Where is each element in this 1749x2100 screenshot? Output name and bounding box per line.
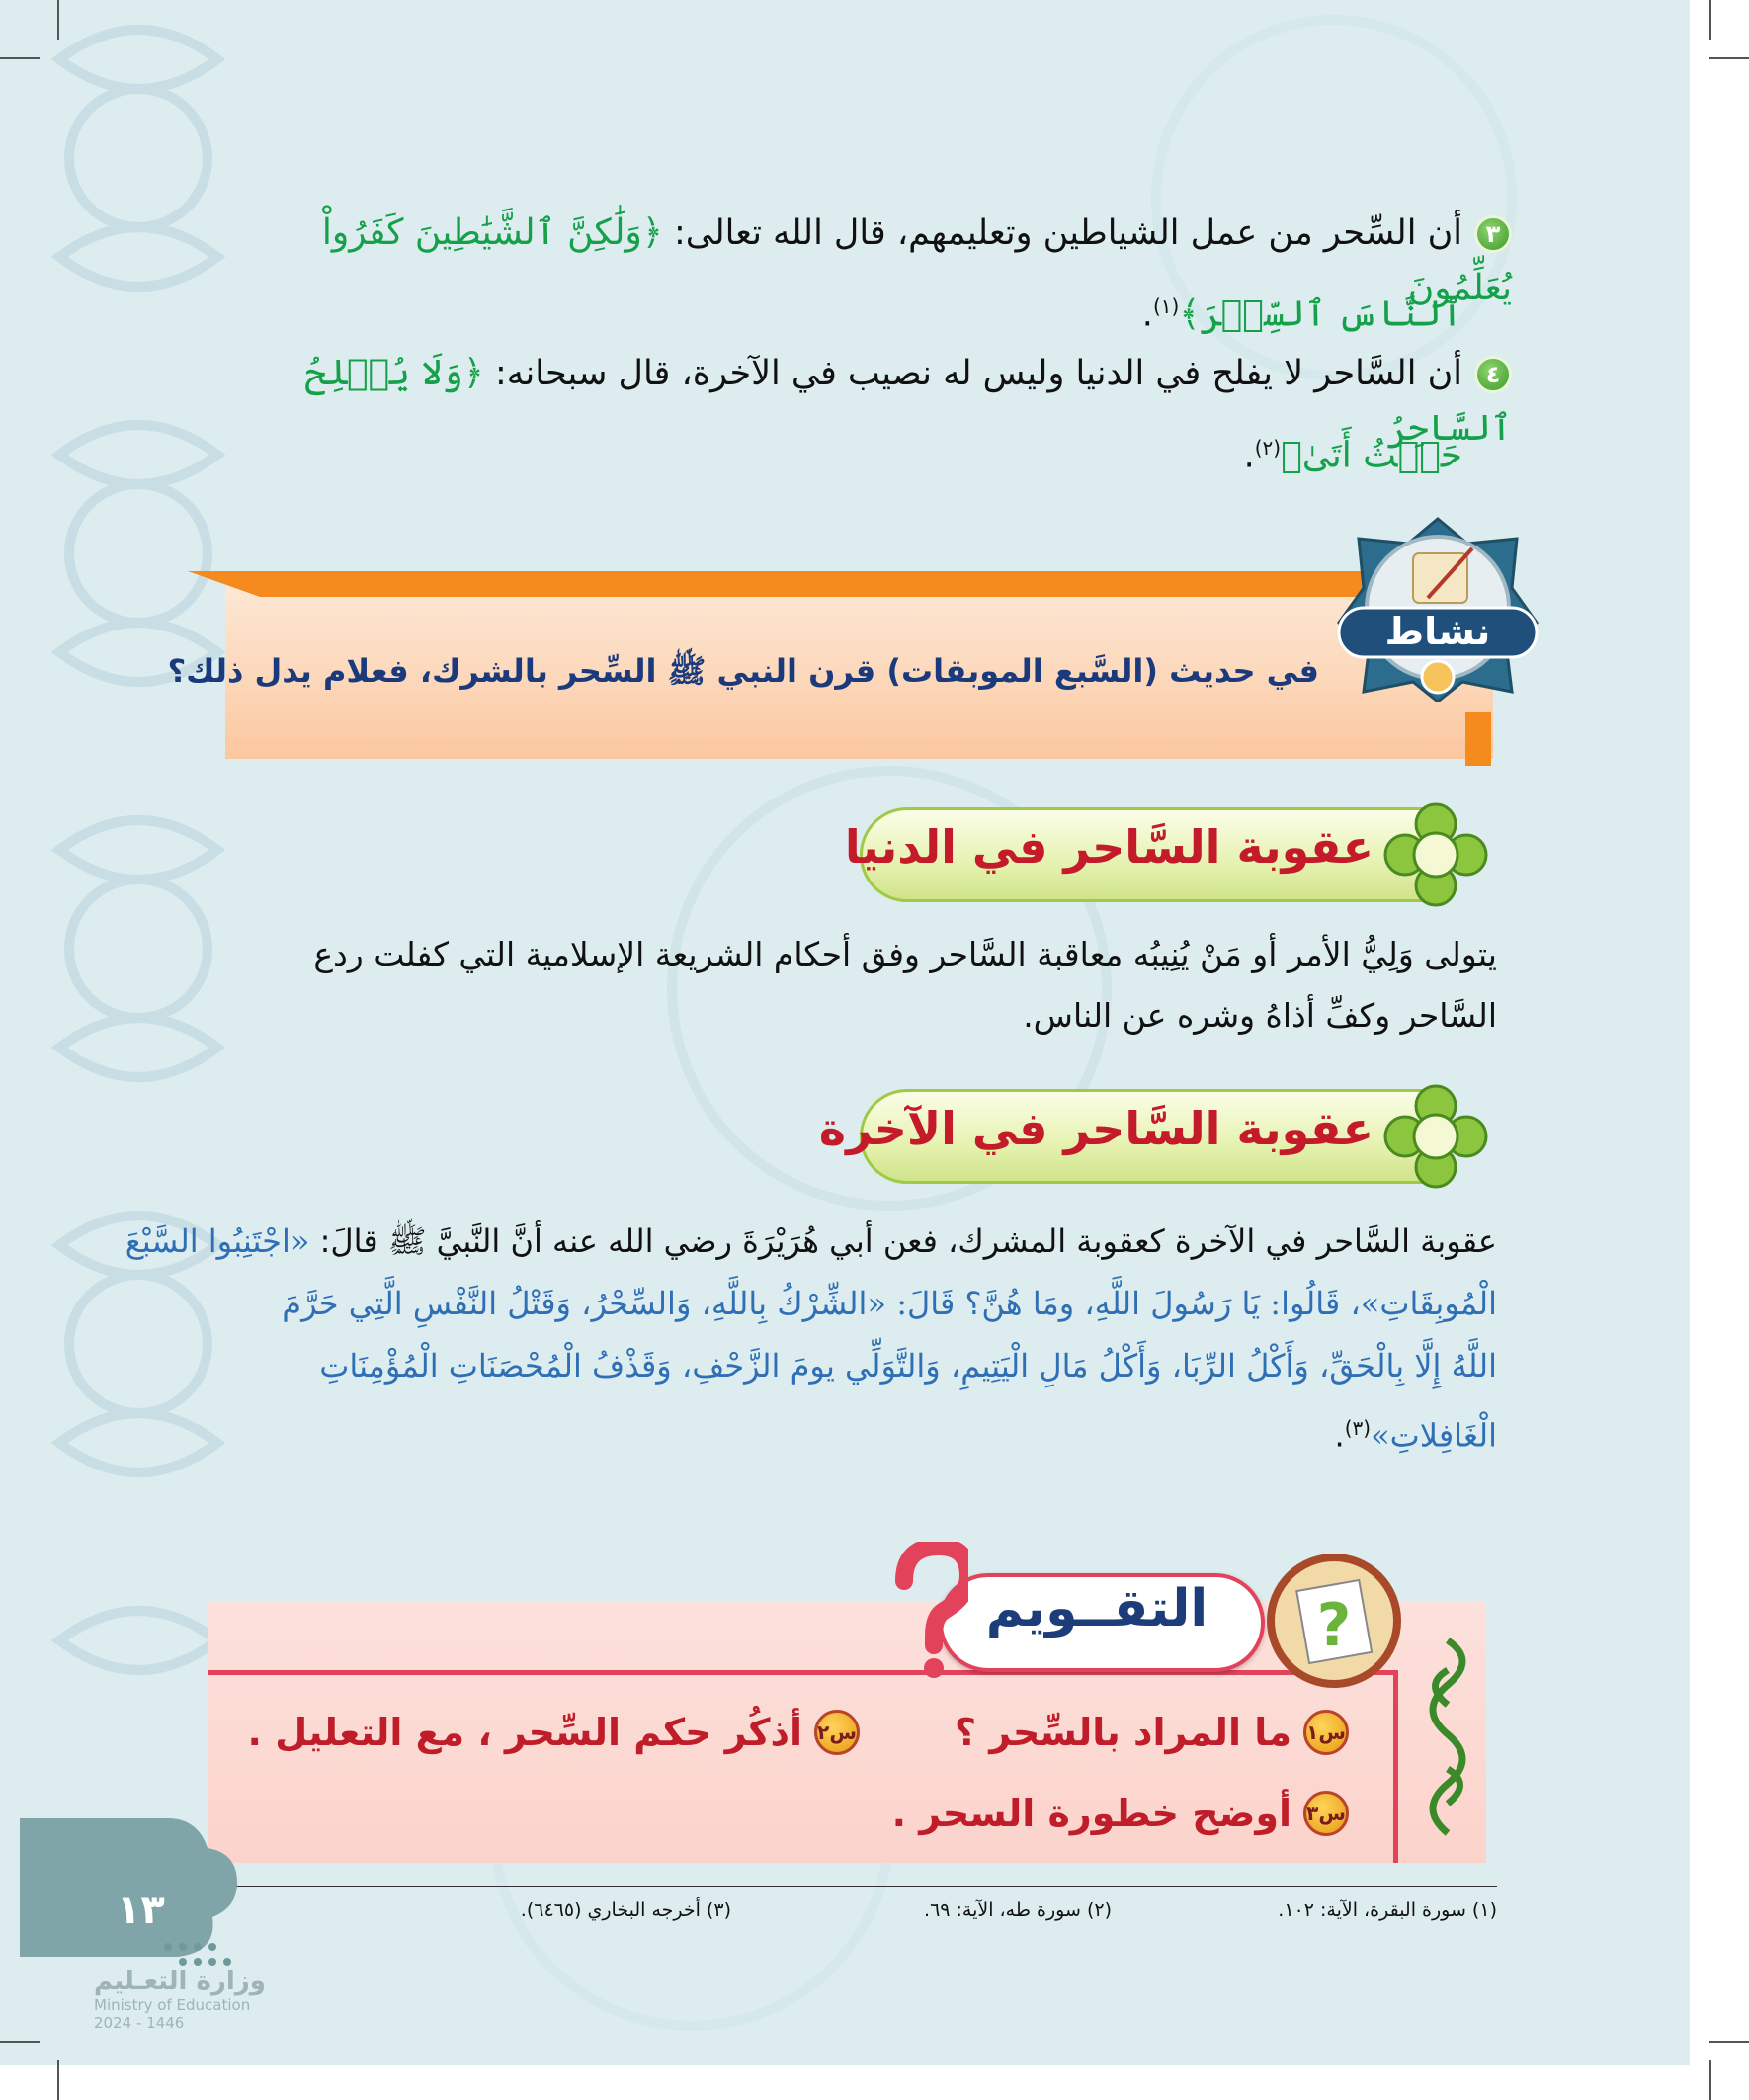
- crop-mark: [57, 0, 59, 40]
- crop-mark: [57, 2060, 59, 2100]
- footnote-ref: (٣): [1344, 1416, 1372, 1440]
- svg-text:?: ?: [1316, 1591, 1352, 1660]
- crop-mark: [1709, 57, 1749, 59]
- section-title: عقوبة السَّاحر في الآخرة: [818, 1102, 1374, 1155]
- question-mark-icon: [889, 1542, 968, 1680]
- crop-mark: [1709, 2041, 1749, 2043]
- evaluation-left-border: [1393, 1670, 1398, 1863]
- crop-mark: [0, 57, 40, 59]
- hadith-text: الْغَافِلاتِ»: [1371, 1416, 1497, 1455]
- footnote: (٢) سورة طه، الآية: ٦٩.: [924, 1899, 1112, 1921]
- flower-ornament-icon: [1383, 1084, 1488, 1189]
- ministry-arabic: وزارة التعـليم: [94, 1967, 266, 1996]
- scroll-quill-icon: [1413, 548, 1472, 603]
- activity-top-border: [188, 571, 1393, 597]
- question-badge: س٢: [814, 1710, 860, 1755]
- flower-ornament-icon: [1383, 802, 1488, 907]
- crop-mark: [0, 2041, 40, 2043]
- activity-side-border: [1465, 712, 1491, 766]
- activity-question: في حديث (السَّبع الموبقات) قرن النبي ﷺ السِّحر بالشرك، فعلام يدل ذلك؟: [167, 652, 1319, 690]
- section-title: عقوبة السَّاحر في الدنيا: [844, 820, 1374, 874]
- period: .: [1243, 436, 1255, 476]
- text-line: [125, 1211, 1497, 1273]
- quran-verse: ﴿وَلَٰكِنَّ ٱلشَّيَٰطِينَ كَفَرُواْ يُعَلِّمُونَ: [321, 212, 1512, 308]
- crop-mark: [1709, 0, 1711, 40]
- activity-badge-label: نشاط: [1384, 610, 1491, 653]
- ministry-english: Ministry of Education: [94, 1996, 251, 2014]
- section-1-body: [208, 924, 1497, 1047]
- footnote: (٣) أخرجه البخاري (٦٤٦٥).: [520, 1899, 731, 1921]
- point-number-badge: ٣: [1474, 215, 1512, 253]
- quran-verse: حَيۡثُ أَتَىٰ﴾: [1281, 435, 1462, 476]
- evaluation-icon: [1265, 1552, 1403, 1690]
- narration: عقوبة السَّاحر في الآخرة كعقوبة المشرك، فعن أبي هُرَيْرَةَ رضي الله عنه أنَّ النَّبيَّ ﷺ قالَ:: [309, 1222, 1497, 1260]
- decorative-swirl: [1408, 1631, 1487, 1888]
- point-3-cont: [1142, 279, 1462, 343]
- evaluation-title: التقــويم: [985, 1579, 1208, 1638]
- hadith-text: اللَّهُ إِلَّا بِالْحَقِّ، وَأَكْلُ الرِّبَا، وَأَكْلُ مَالِ الْيَتِيمِ، وَالتَّوَلِّي يومَ الزَّحْفِ، وَقَذْفُ الْمُحْصَنَاتِ الْمُؤْمِنَاتِ: [319, 1347, 1497, 1385]
- crop-mark: [1709, 2060, 1711, 2100]
- question-text: ما المراد بالسِّحر ؟: [955, 1711, 1291, 1754]
- question-badge: س١: [1303, 1710, 1349, 1755]
- text-line: السَّاحر وكفِّ أذاهُ وشره عن الناس.: [1023, 996, 1497, 1035]
- text-line: [208, 1397, 1497, 1468]
- question-text: أوضح خطورة السحر .: [891, 1792, 1291, 1835]
- activity-badge: [1329, 514, 1546, 702]
- point-text: أن السِّحر من عمل الشياطين وتعليمهم، قال الله تعالى:: [662, 213, 1462, 253]
- page-number: ١٣: [117, 1888, 165, 1933]
- period: .: [1334, 1416, 1345, 1455]
- question-badge: س٣: [1303, 1791, 1349, 1836]
- hadith-text: «اجْتَنِبُوا السَّبْعَ: [125, 1222, 310, 1260]
- section-2-body: [125, 1211, 1497, 1468]
- footnote-ref: (١): [1152, 294, 1180, 318]
- footnote-divider: [227, 1886, 1497, 1887]
- point-text: أن السَّاحر لا يفلح في الدنيا وليس له نصيب في الآخرة، قال سبحانه:: [483, 354, 1462, 393]
- point-number-badge: ٤: [1474, 356, 1512, 393]
- hadith-text: الْمُوبِقَاتِ»، قَالُوا: يَا رَسُولَ اللَّهِ، ومَا هُنَّ؟ قَالَ: «الشِّرْكُ بِاللَّهِ، وَالسِّحْرُ، وَقَتْلُ النَّفْسِ الَّتِي حَرَّمَ: [282, 1285, 1497, 1322]
- quran-verse: ٱلنَّاسَ ٱلسِّحۡرَ﴾: [1179, 294, 1462, 335]
- question-3: [892, 1791, 1349, 1836]
- question-text: أذكُر حكم السِّحر ، مع التعليل .: [247, 1711, 802, 1754]
- footnote-ref: (٢): [1254, 436, 1282, 460]
- period: .: [1141, 294, 1153, 335]
- question-1: [955, 1710, 1349, 1755]
- quran-verse: ﴿وَلَا يُفۡلِحُ ٱلسَّاحِرُ: [304, 353, 1512, 449]
- ministry-year: 2024 - 1446: [94, 2014, 185, 2032]
- footnote: (١) سورة البقرة، الآية: ١٠٢.: [1278, 1899, 1497, 1921]
- text-line: يتولى وَلِيُّ الأمر أو مَنْ يُنِيبُه معاقبة السَّاحر وفق أحكام الشريعة الإسلامية التي كفلت ردع: [313, 935, 1497, 973]
- question-2: [248, 1710, 860, 1755]
- ministry-logo: [94, 1967, 266, 2032]
- point-4-cont: [1244, 420, 1462, 484]
